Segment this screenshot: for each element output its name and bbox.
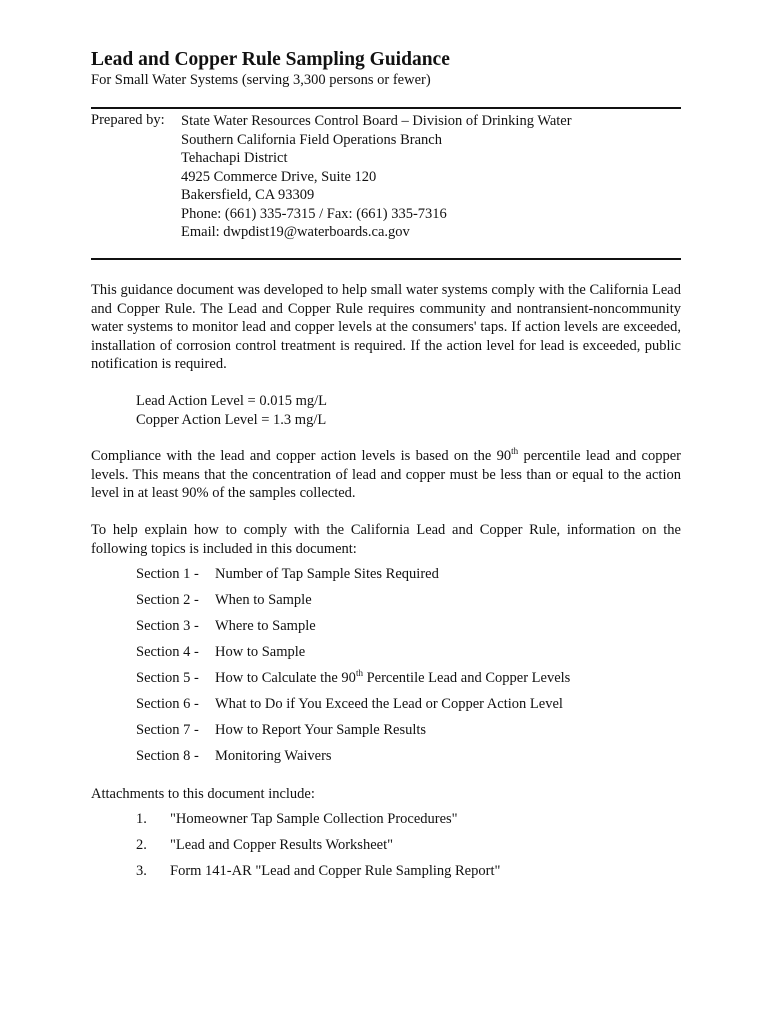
section-item (136, 644, 570, 670)
section-item (136, 592, 570, 618)
prepared-by-line: Southern California Field Operations Branch (181, 131, 442, 148)
section-number: Section 5 - (136, 670, 199, 686)
section-number: Section 7 - (136, 722, 199, 738)
prepared-by-line: Tehachapi District (181, 150, 288, 166)
compliance-text-end: percentile lead and copper levels. This means that the concentration of lead and copper must be less than or equal to the action level in at least 90% of the samples collected. (91, 448, 681, 501)
section-number: Section 3 - (136, 618, 199, 634)
copper-action-level: Copper Action Level = 1.3 mg/L (136, 411, 327, 428)
section-title (215, 670, 570, 696)
prepared-by-line: 4925 Commerce Drive, Suite 120 (181, 168, 377, 185)
intro-paragraph: This guidance document was developed to help small water systems comply with the California Lead and Copper Rule. The Lead and Copper Rule requires community and nontransient-noncommunity water systems to monitor lead and copper levels at the consumers' taps. If action levels are exceeded, installation of corrosion control treatment is required. If the action level for lead is exceeded, public notification is required. (91, 282, 681, 372)
attachment-item (136, 811, 500, 837)
section-title: When to Sample (215, 592, 312, 608)
attachment-number: 1. (136, 811, 147, 827)
prepared-by-line: Phone: (661) 335-7315 / Fax: (661) 335-7316 (181, 205, 447, 222)
section-title: Monitoring Waivers (215, 748, 332, 764)
lead-action-level: Lead Action Level = 0.015 mg/L (136, 393, 327, 409)
topics-intro-paragraph: To help explain how to comply with the California Lead and Copper Rule, information on the following topics is included in this document: (91, 522, 681, 557)
section-item (136, 618, 570, 644)
section-item (136, 696, 570, 722)
ordinal-suffix: th (511, 446, 519, 457)
attachment-title: "Homeowner Tap Sample Collection Procedures" (170, 811, 458, 827)
document-title: Lead and Copper Rule Sampling Guidance (91, 49, 450, 70)
compliance-text-start: Compliance with the lead and copper action levels is based on the 90 (91, 448, 512, 464)
attachments-intro: Attachments to this document include: (91, 786, 315, 802)
prepared-by-address (181, 112, 572, 242)
compliance-paragraph (91, 447, 681, 503)
attachment-title: "Lead and Copper Results Worksheet" (170, 837, 394, 853)
prepared-by-line: State Water Resources Control Board – Division of Drinking Water (181, 113, 572, 129)
header-bottom-divider (91, 258, 681, 260)
section-item (136, 566, 570, 592)
section-number: Section 4 - (136, 644, 199, 660)
prepared-by-line: Email: dwpdist19@waterboards.ca.gov (181, 224, 410, 240)
section-number: Section 1 - (136, 566, 199, 582)
section-number: Section 8 - (136, 748, 199, 764)
attachment-item (136, 837, 500, 863)
attachment-number: 3. (136, 863, 147, 879)
section-list (136, 566, 570, 774)
top-divider (91, 107, 681, 109)
section-title: How to Report Your Sample Results (215, 722, 427, 738)
section-title-end: Percentile Lead and Copper Levels (362, 670, 571, 686)
prepared-by-label: Prepared by: (91, 112, 165, 128)
prepared-by-line: Bakersfield, CA 93309 (181, 187, 315, 203)
section-title-start: How to Calculate the 90 (215, 670, 356, 686)
attachment-number: 2. (136, 837, 147, 853)
section-title: Number of Tap Sample Sites Required (215, 566, 439, 582)
section-title: How to Sample (215, 644, 306, 660)
attachment-list (136, 811, 500, 889)
ordinal-suffix: th (355, 668, 363, 679)
section-title: Where to Sample (215, 618, 316, 634)
document-subtitle: For Small Water Systems (serving 3,300 persons or fewer) (91, 72, 431, 88)
action-levels (136, 392, 327, 429)
section-number: Section 6 - (136, 696, 199, 712)
section-item (136, 670, 570, 696)
section-item (136, 722, 570, 748)
section-title: What to Do if You Exceed the Lead or Copper Action Level (215, 696, 563, 712)
attachment-item (136, 863, 500, 889)
section-number: Section 2 - (136, 592, 199, 608)
attachment-title: Form 141-AR "Lead and Copper Rule Sampling Report" (170, 863, 501, 879)
section-item (136, 748, 570, 774)
